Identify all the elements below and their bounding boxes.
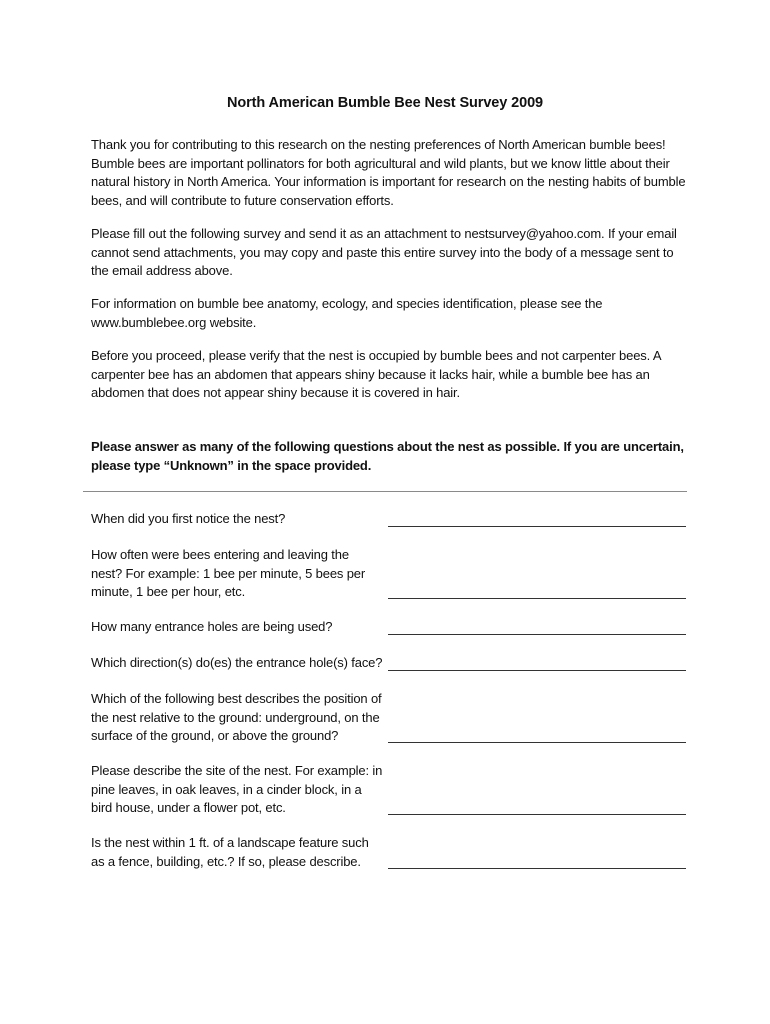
- answer-field-nest-site[interactable]: [388, 814, 686, 815]
- answer-field-first-noticed[interactable]: [388, 526, 686, 527]
- submission-paragraph: Please fill out the following survey and send it as an attachment to nestsurvey@yahoo.com. If your email cannot send attachments, you may copy and paste this entire survey into the body of a message sent to the email address above.: [91, 226, 677, 278]
- page-title: North American Bumble Bee Nest Survey 2009: [227, 95, 543, 111]
- question-entrance-direction: Which direction(s) do(es) the entrance hole(s) face?: [91, 655, 383, 670]
- answer-field-entrance-holes[interactable]: [388, 634, 686, 635]
- instructions-text: Please answer as many of the following questions about the nest as possible. If you are uncertain, please type “Unknown” in the space provided.: [91, 439, 684, 473]
- intro-paragraph: Thank you for contributing to this research on the nesting preferences of North American bumble bees! Bumble bees are important pollinators for both agricultural and wild plants, but we know little about their natural history in North America. Your information is important for research on the nesting habits of bumble bees, and will contribute to future conservation efforts.: [91, 137, 686, 208]
- question-bee-frequency: How often were bees entering and leaving the nest? For example: 1 bee per minute, 5 bees per minute, 1 bee per hour, etc.: [91, 547, 366, 599]
- question-entrance-holes: How many entrance holes are being used?: [91, 619, 333, 634]
- question-first-noticed: When did you first notice the nest?: [91, 511, 286, 526]
- question-nest-site: Please describe the site of the nest. For example: in pine leaves, in oak leaves, in a cinder block, in a bird house, under a flower pot, etc.: [91, 763, 383, 815]
- question-nest-position: Which of the following best describes the position of the nest relative to the ground: underground, on the surface of the ground, or above the ground?: [91, 691, 382, 743]
- answer-field-landscape-feature[interactable]: [388, 868, 686, 869]
- answer-field-nest-position[interactable]: [388, 742, 686, 743]
- verification-paragraph: Before you proceed, please verify that the nest is occupied by bumble bees and not carpenter bees. A carpenter bee has an abdomen that appears shiny because it lacks hair, while a bumble bee has an abdomen that does not appear shiny because it is covered in hair.: [91, 348, 661, 400]
- question-landscape-feature: Is the nest within 1 ft. of a landscape feature such as a fence, building, etc.? If so, please describe.: [91, 835, 369, 869]
- answer-field-bee-frequency[interactable]: [388, 598, 686, 599]
- section-divider: [83, 491, 687, 492]
- resources-paragraph: For information on bumble bee anatomy, ecology, and species identification, please see the www.bumblebee.org website.: [91, 296, 603, 330]
- answer-field-entrance-direction[interactable]: [388, 670, 686, 671]
